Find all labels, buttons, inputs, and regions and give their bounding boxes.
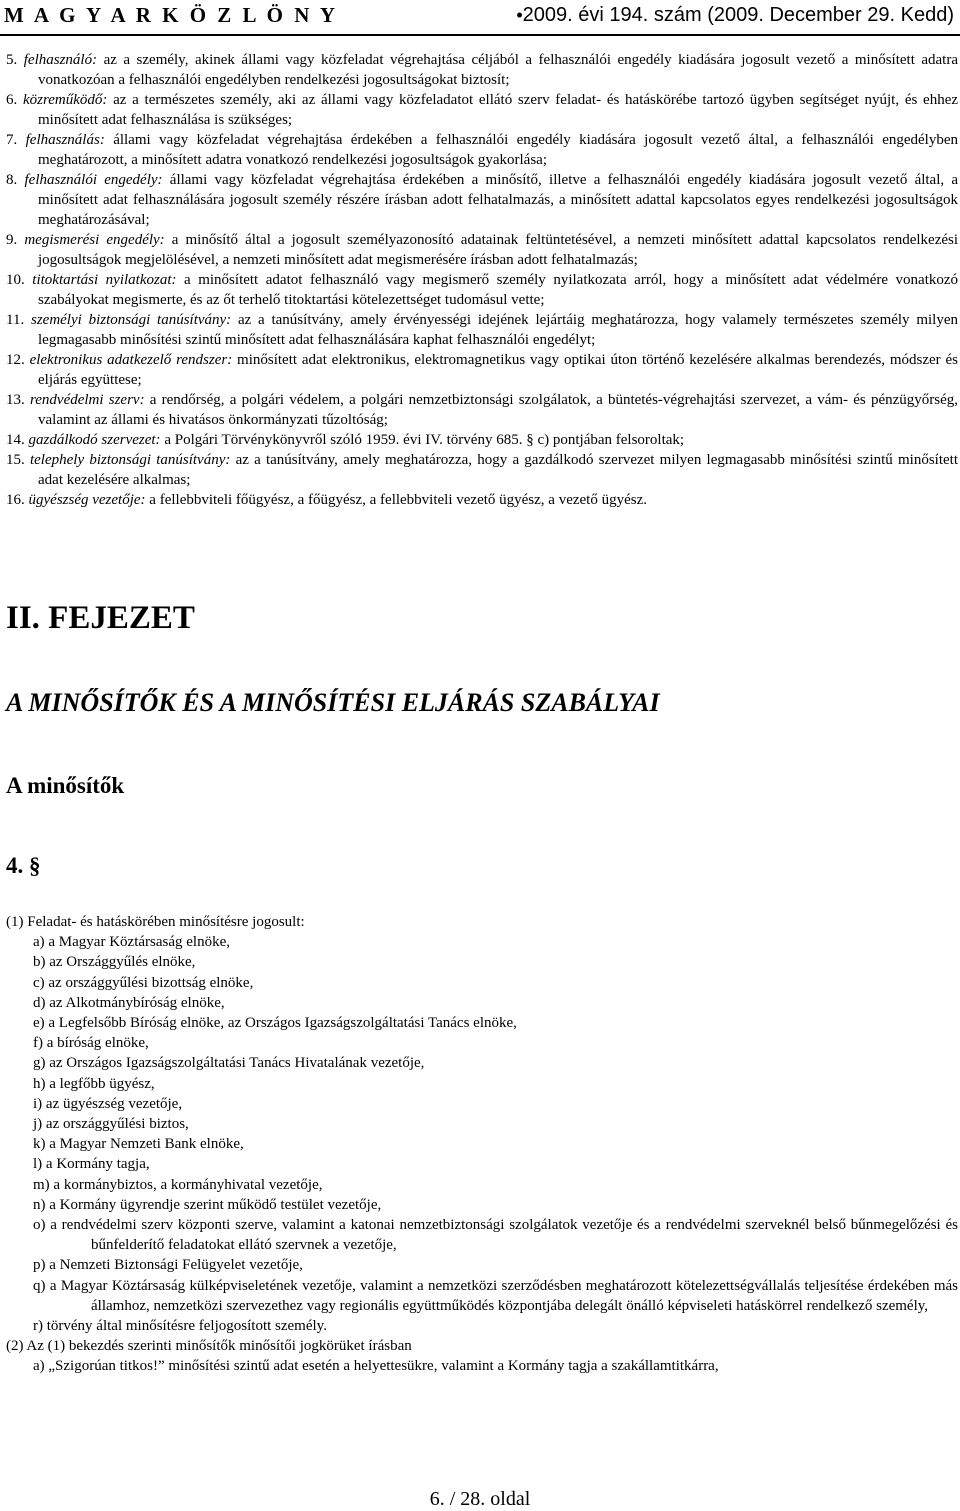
definition-term: közreműködő:	[22, 92, 108, 108]
list-item: e) a Legfelsőbb Bíróság elnöke, az Országos Igazságszolgáltatási Tanács elnöke,	[33, 1015, 517, 1032]
definition-item	[6, 310, 958, 350]
definition-item	[6, 430, 958, 450]
definition-text: állami vagy közfeladat végrehajtása érdekében a minősítő, illetve a felhasználói engedély kiadására jogosult vezető által, a minősített adat felhasználására jogosult személy részére írásban adott felhatalmazás, a minősített adattal kapcsolatos egyes rendelkezési jogosultságok meghatározásával;	[38, 172, 959, 228]
section-body	[6, 912, 958, 1377]
list-item: m) a kormánybiztos, a kormányhivatal vezetője,	[33, 1176, 323, 1193]
definition-text: az a személy, akinek állami vagy közfeladat végrehajtása céljából a felhasználói engedély kiadására jogosult vezető a minősített adatra vonatkozóan a felhasználói engedélyben rendelkezési jogosultságokat biztosít;	[38, 52, 958, 88]
page-header	[0, 0, 960, 36]
definition-item	[6, 230, 958, 270]
definition-number: 5.	[6, 52, 18, 68]
list-item: b) az Országgyűlés elnöke,	[33, 954, 196, 971]
bullet-icon: •	[516, 5, 523, 25]
definition-text: a minősített adatot felhasználó vagy megismerő személy nyilatkozata arról, hogy a minősített adat védelmére vonatkozó szabályokat megismerte, és az őt terhelő titoktartási kötelezettséget tudomásul vette;	[38, 272, 959, 308]
definition-number: 16.	[6, 492, 25, 508]
paragraph-1-items	[6, 932, 958, 1336]
definition-term: felhasználás:	[25, 132, 105, 148]
definition-number: 6.	[6, 92, 18, 108]
definition-text: minősített adat elektronikus, elektromagnetikus vagy optikai úton történő kezelésére alkalmas berendezés, módszer és eljárás együttese;	[38, 352, 958, 388]
list-item: l) a Kormány tagja,	[33, 1156, 150, 1173]
definition-item	[6, 90, 958, 130]
page-number: 6. / 28. oldal	[429, 1488, 531, 1510]
list-item: f) a bíróság elnöke,	[33, 1035, 149, 1052]
issue-date: 2009. évi 194. szám (2009. December 29. Kedd)	[522, 4, 954, 26]
definition-term: elektronikus adatkezelő rendszer:	[29, 352, 233, 368]
definitions-list	[6, 50, 958, 510]
definition-item	[6, 450, 958, 490]
list-item: n) a Kormány ügyrendje szerint működő testület vezetője,	[33, 1196, 382, 1213]
definition-number: 15.	[6, 452, 25, 468]
definition-term: titoktartási nyilatkozat:	[32, 272, 177, 288]
list-item: k) a Magyar Nemzeti Bank elnöke,	[33, 1136, 244, 1153]
definition-term: megismerési engedély:	[24, 232, 165, 248]
list-item: a) a Magyar Köztársaság elnöke,	[33, 934, 230, 951]
definition-text: állami vagy közfeladat végrehajtása érdekében a felhasználói engedély kiadására jogosult vezető által, a felhasználói engedélyben meghatározott, a minősített adatra vonatkozó rendelkezési jogosultságok gyakorlása;	[38, 132, 959, 168]
definition-text: az a tanúsítvány, amely meghatározza, hogy a gazdálkodó szervezet milyen legmagasabb minősítési szintű minősített adat kezelésére alkalmas;	[38, 452, 958, 488]
definition-item	[6, 350, 958, 390]
chapter-number: II. FEJEZET	[6, 600, 195, 636]
paragraph-2-intro: (2) Az (1) bekezdés szerinti minősítők minősítői jogkörüket írásban	[6, 1338, 412, 1355]
definition-item	[6, 490, 958, 510]
paragraph-1-intro: (1) Feladat- és hatáskörében minősítésre jogosult:	[6, 914, 305, 930]
list-item: r) törvény által minősítésre feljogosított személy.	[33, 1318, 327, 1335]
definition-item	[6, 170, 958, 230]
issue-info	[516, 4, 954, 27]
definition-term: gazdálkodó szervezet:	[28, 432, 161, 448]
definition-term: személyi biztonsági tanúsítvány:	[30, 312, 232, 328]
list-item: d) az Alkotmánybíróság elnöke,	[33, 994, 225, 1011]
definition-item	[6, 50, 958, 90]
chapter-title: A MINŐSÍTŐK ÉS A MINŐSÍTÉSI ELJÁRÁS SZABÁLYAI	[6, 688, 660, 717]
definition-term: felhasználói engedély:	[24, 172, 163, 188]
section-number: 4. §	[6, 853, 41, 878]
paragraph-2-items	[6, 1356, 958, 1376]
definition-number: 11.	[6, 312, 25, 328]
definition-term: rendvédelmi szerv:	[29, 392, 145, 408]
section-subtitle: A minősítők	[6, 773, 125, 798]
list-item: g) az Országos Igazságszolgáltatási Tanács Hivatalának vezetője,	[33, 1055, 425, 1072]
list-item: i) az ügyészség vezetője,	[33, 1095, 183, 1112]
definition-number: 12.	[6, 352, 25, 368]
definition-number: 10.	[6, 272, 25, 288]
definition-text: az a tanúsítvány, amely érvényességi idejének lejártáig meghatározza, hogy valamely természetes személy milyen legmagasabb minősítési szintű minősített adat felhasználására kaphat felhasználói engedélyt;	[38, 312, 958, 348]
definition-term: telephely biztonsági tanúsítvány:	[29, 452, 231, 468]
definition-number: 7.	[6, 132, 18, 148]
definition-item	[6, 270, 958, 310]
definition-item	[6, 390, 958, 430]
definition-number: 9.	[6, 232, 18, 248]
list-item: p) a Nemzeti Biztonsági Felügyelet vezetője,	[33, 1257, 303, 1274]
definition-text: a Polgári Törvénykönyvről szóló 1959. évi IV. törvény 685. § c) pontjában felsoroltak;	[160, 432, 685, 448]
definition-item	[6, 130, 958, 170]
definition-number: 13.	[6, 392, 25, 408]
list-item: o) a rendvédelmi szerv központi szerve, valamint a katonai nemzetbiztonsági szolgálatok vezetője és a rendvédelmi szerveknél belső bűnmegelőzési és bűnfelderítő feladatokat ellátó szervnek a vezetője,	[33, 1217, 958, 1254]
definition-text: a minősítő által a jogosult személyazonosító adatainak feltüntetésével, a nemzeti minősített adattal kapcsolatos rendelkezési jogosultságok megjelölésével, a nemzeti minősített adat megismerésére írásban adott felhatalmazás;	[38, 232, 959, 268]
list-item: h) a legfőbb ügyész,	[33, 1075, 155, 1092]
definition-term: felhasználó:	[23, 52, 98, 68]
list-item: c) az országgyűlési bizottság elnöke,	[33, 974, 254, 991]
definition-number: 14.	[6, 432, 25, 448]
definition-number: 8.	[6, 172, 18, 188]
definition-text: az a természetes személy, aki az állami vagy közfeladatot ellátó szerv feladat- és hatáskörébe tartozó ügyben segítséget nyújt, és ehhez minősített adat felhasználása is szükséges;	[38, 92, 959, 128]
list-item: j) az országgyűlési biztos,	[33, 1116, 189, 1133]
list-item: q) a Magyar Köztársaság külképviseletének vezetője, valamint a nemzetközi szerződésben meghatározott kötelezettségvállalás teljesítése érdekében más államhoz, nemzetközi szervezethez vagy regionális együttműködés központjába delegált önálló képviseleti hatáskörrel rendelkező személy,	[33, 1277, 958, 1314]
definition-text: a rendőrség, a polgári védelem, a polgári nemzetbiztonsági szolgálatok, a büntetés-végrehajtási szervezet, a vám- és pénzügyőrség, valamint az állami és hivatásos önkormányzati tűzoltóság;	[38, 392, 958, 428]
list-item: a) „Szigorúan titkos!” minősítési szintű adat esetén a helyettesükre, valamint a Kormány tagja a szakállamtitkárra,	[33, 1358, 719, 1375]
definition-text: a fellebbviteli főügyész, a főügyész, a fellebbviteli vezető ügyész, a vezető ügyész.	[145, 492, 648, 508]
definition-term: ügyészség vezetője:	[28, 492, 146, 508]
publication-name: M A G Y A R K Ö Z L Ö N Y	[4, 3, 339, 27]
